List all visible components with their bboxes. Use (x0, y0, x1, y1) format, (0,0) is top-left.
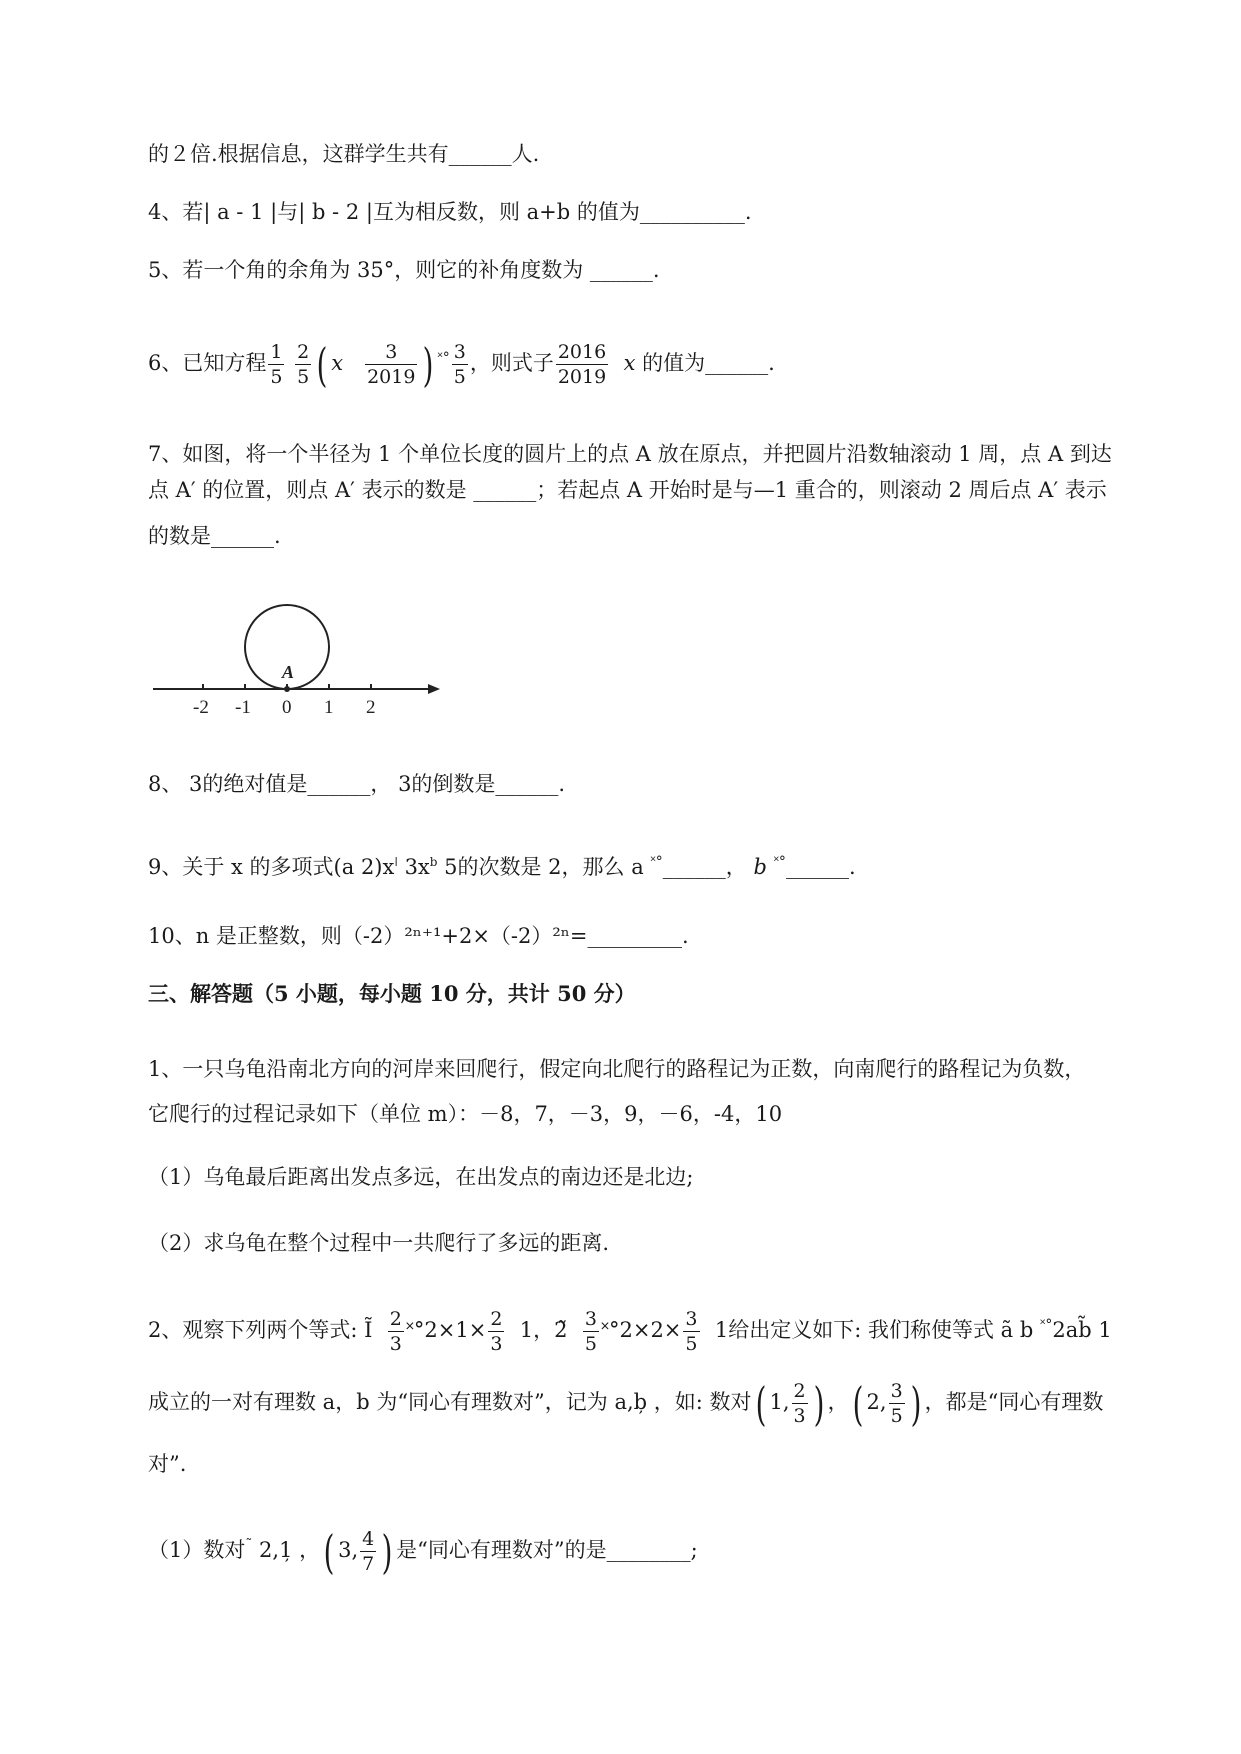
solution-1-question-1: （1）乌龟最后距离出发点多远，在出发点的南边还是北边; (148, 1165, 694, 1189)
s2-eq-2: ˟°2×2× (600, 1318, 682, 1342)
pair-open-paren: ( (852, 1376, 863, 1431)
pair-open-paren: ( (323, 1524, 335, 1579)
axis-arrow-icon (428, 684, 440, 694)
question-7-line-3: 的数是______. (148, 524, 281, 548)
s2q1-pair-2-first: 3, (338, 1538, 359, 1562)
q6-fraction-1: $\frac{1}{5}$ (270, 341, 283, 388)
pair-open-paren: ( (755, 1376, 766, 1431)
q6-fraction-3: $\frac{3}{2019}$ (367, 341, 416, 388)
s2-eq-3: ˟° (1039, 1317, 1053, 1333)
q9-symbol-2: ˟° (773, 854, 786, 870)
q6-close-paren: ) (423, 337, 434, 392)
tick-label: 0 (282, 697, 292, 718)
s2q1-suffix: 是“同心有理数对”的是________; (396, 1538, 698, 1562)
pair-close-paren: ) (813, 1376, 824, 1431)
question-7-line-2: 点 A′ 的位置，则点 A′ 表示的数是 ______；若起点 A 开始时是与—1 重合的，则滚动 2 周后点 A′ 表示 (148, 478, 1107, 502)
solution-2-line-2 (148, 1372, 1148, 1432)
s2l2-prefix: 成立的一对有理数 a，b 为“同心有理数对”，记为 a,b̦ ，如: 数对 (148, 1390, 752, 1414)
pair-separator: ， (827, 1390, 849, 1414)
q9-symbol-1: ˟° (650, 854, 663, 870)
q9-exponent-1: ǀ (394, 855, 398, 869)
s2-t1: 1， (519, 1318, 555, 1342)
pair-2-first: 2, (866, 1390, 887, 1414)
point-a-label: A (282, 662, 295, 682)
pair-close-paren: ) (910, 1376, 922, 1431)
solution-1-line-1: 1、一只乌龟沿南北方向的河岸来回爬行，假定向北爬行的路程记为正数，向南爬行的路程记为负数， (148, 1057, 1086, 1081)
s2q1-prefix: （1）数对 (148, 1538, 246, 1562)
s2l2-suffix: ，都是“同心有理数 (924, 1390, 1104, 1414)
q6-mid: ，则式子 (469, 351, 554, 375)
s2q1-pair-1: 2,1̦ ， (252, 1538, 321, 1562)
q9-blank-2: ______. (785, 855, 856, 879)
q6-open-paren: ( (316, 337, 328, 392)
s2-fraction-1: $\frac{2}{3}$ (389, 1308, 402, 1355)
pair-close-paren: ) (381, 1524, 393, 1579)
q6-equals-symbol: ˟° (437, 350, 450, 366)
number-line-figure (148, 595, 458, 725)
q6-variable-x: x (331, 351, 344, 375)
s2-fraction-2: $\frac{2}{3}$ (490, 1308, 503, 1355)
solution-2-line-1 (148, 1295, 1148, 1355)
q6-prefix: 6、已知方程 (148, 351, 267, 375)
question-4: 4、若| a - 1 |与| b - 2 |互为相反数，则 a+b 的值为__________. (148, 200, 752, 224)
s2-prefix: 2、观察下列两个等式: (148, 1318, 365, 1342)
solution-1-line-2: 它爬行的过程记录如下（单位 m）：－8，7，－3，9，－6，-4，10 (148, 1102, 783, 1126)
solution-2-question-1 (148, 1515, 1148, 1579)
pair-1-fraction: $\frac{2}{3}$ (793, 1380, 806, 1427)
s2-t3: 2ab̃ 1 (1052, 1318, 1112, 1342)
s2-fraction-4: $\frac{3}{5}$ (685, 1308, 698, 1355)
question-6 (148, 328, 1148, 392)
s2-mark-2: 2̃ (554, 1318, 568, 1342)
question-9 (148, 848, 1148, 881)
s2-fraction-3: $\frac{3}{5}$ (584, 1308, 597, 1355)
s2q1-pair-2-fraction: $\frac{4}{7}$ (362, 1528, 375, 1575)
question-10: 10、n 是正整数，则（-2）²ⁿ⁺¹+2×（-2）²ⁿ=_________. (148, 924, 689, 948)
q6-variable-x2: x (623, 351, 636, 375)
section-heading-3: 三、解答题（5 小题，每小题 10 分，共计 50 分） (148, 981, 636, 1006)
pair-1-first: 1, (769, 1390, 790, 1414)
question-7-line-1: 7、如图，将一个半径为 1 个单位长度的圆片上的点 A 放在原点，并把圆片沿数轴滚动 1 周，点 A 到达 (148, 442, 1112, 466)
q9-mid-1: 3x (397, 855, 430, 879)
q9-prefix: 9、关于 x 的多项式(a 2)x (148, 855, 395, 879)
s2q1-mark: ˜ (245, 1537, 253, 1553)
tick-label: -2 (193, 697, 209, 718)
s2-t2: 1给出定义如下: 我们称使等式 ã b (714, 1318, 1040, 1342)
q6-suffix: 的值为______. (635, 351, 775, 375)
q9-mid-2: 5的次数是 2，那么 a (437, 855, 651, 879)
tick-label: 1 (324, 697, 334, 718)
pair-2-fraction: $\frac{3}{5}$ (890, 1380, 903, 1427)
s2-mark-1: Ĩ (364, 1318, 373, 1342)
q9-variable-b: b (746, 855, 774, 879)
q6-fraction-5: $\frac{2016}{2019}$ (557, 341, 607, 388)
point-a-dot (284, 686, 290, 692)
s2-eq-1: ˟°2×1× (405, 1318, 487, 1342)
solution-1-question-2: （2）求乌龟在整个过程中一共爬行了多远的距离. (148, 1231, 610, 1255)
text-line-q3-end: 的２倍.根据信息，这群学生共有______人. (148, 142, 540, 166)
solution-2-line-3: 对”. (148, 1452, 187, 1476)
q9-blank-1: ______， (662, 855, 747, 879)
question-5: 5、若一个角的余角为 35°，则它的补角度数为 ______. (148, 258, 660, 282)
q6-fraction-2: $\frac{2}{5}$ (297, 341, 310, 388)
question-8: 8、 3的绝对值是______， 3的倒数是______. (148, 772, 566, 796)
tick-label: 2 (366, 697, 376, 718)
q9-exponent-2: b (429, 855, 438, 869)
tick-label: -1 (235, 697, 251, 718)
q6-fraction-4: $\frac{3}{5}$ (453, 341, 466, 388)
